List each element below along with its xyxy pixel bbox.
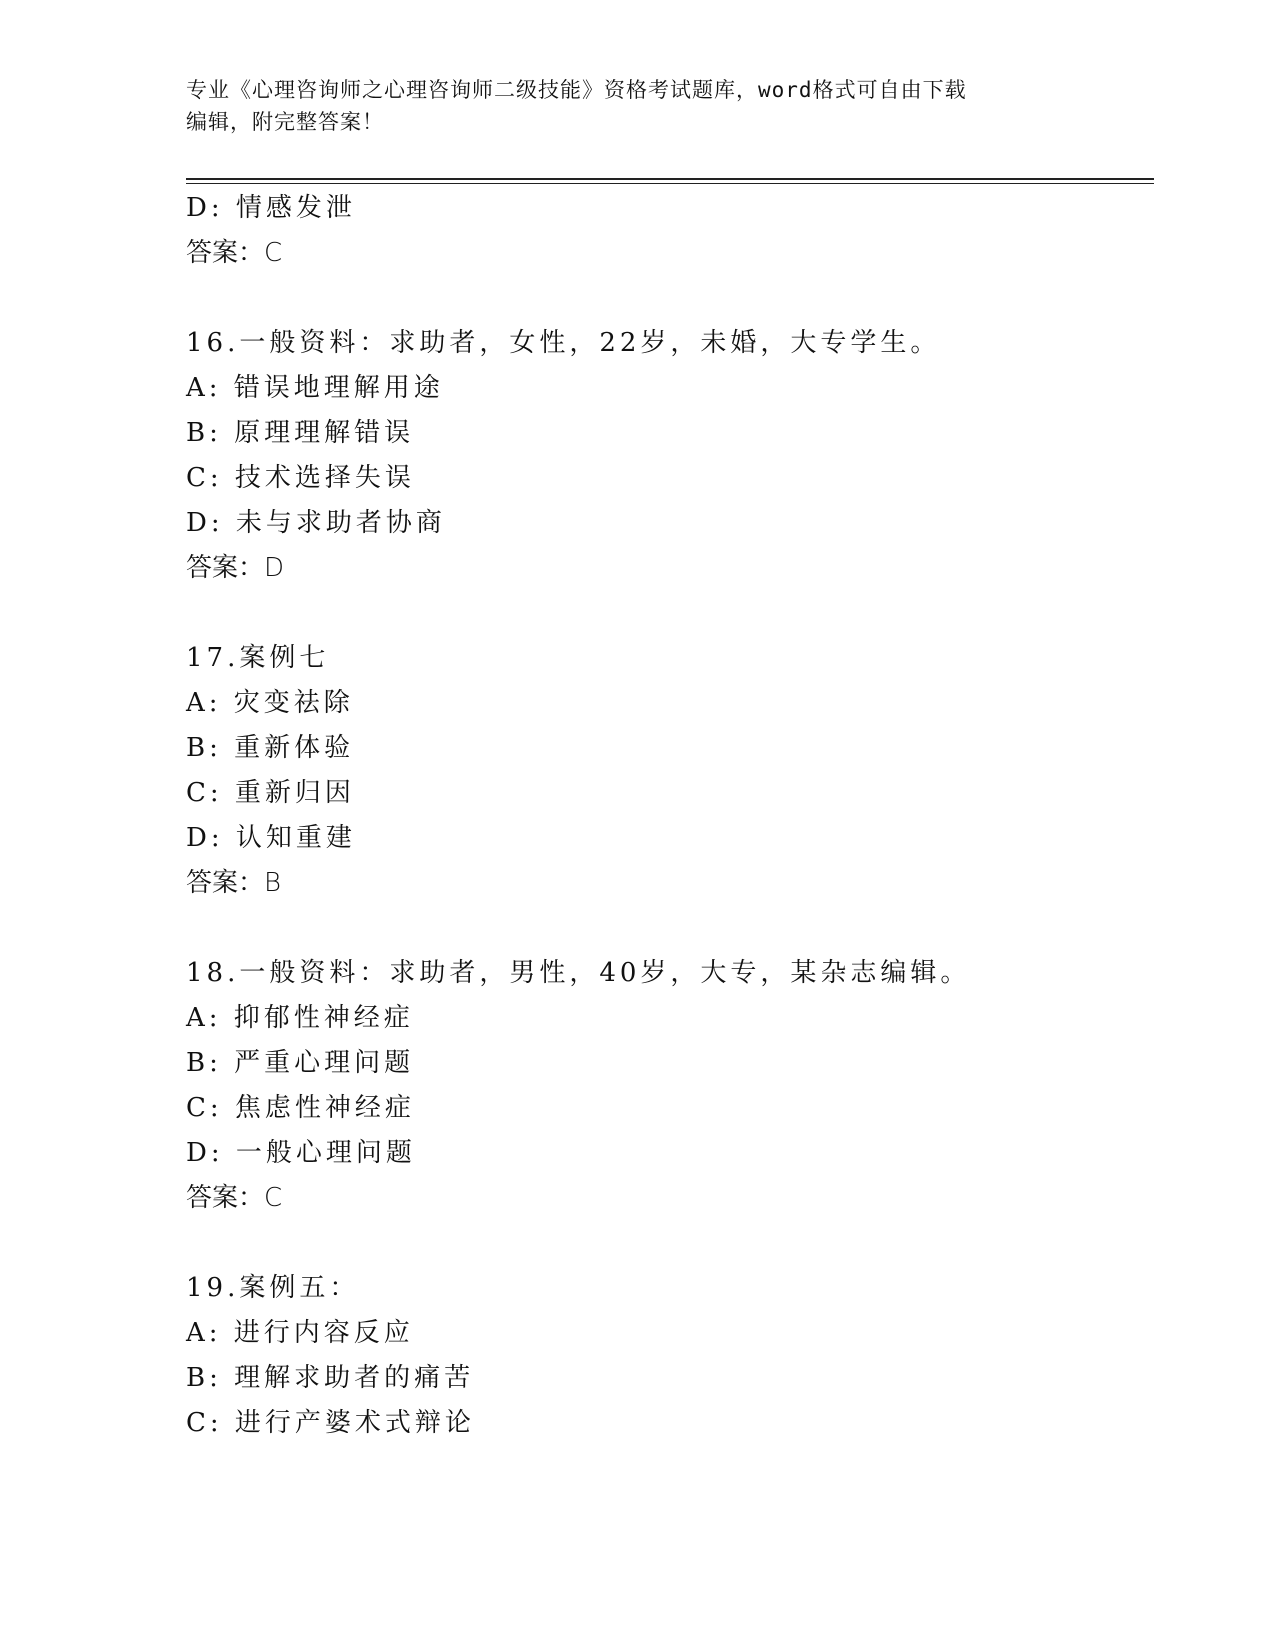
answer: 答案：D: [186, 553, 285, 583]
option-d: D: 认知重建: [186, 823, 356, 853]
option-d: D: 一般心理问题: [186, 1138, 416, 1168]
option-b: B: 重新体验: [186, 733, 355, 763]
option-c: C: 技术选择失误: [186, 463, 415, 493]
answer: 答案：C: [186, 238, 283, 268]
option-b: B: 原理理解错误: [186, 418, 415, 448]
question-19: 19.案例五：: [186, 1273, 360, 1303]
option-b: B: 严重心理问题: [186, 1048, 415, 1078]
header-line-1: 专业《心理咨询师之心理咨询师二级技能》资格考试题库，word格式可自由下载: [186, 78, 967, 102]
question-16: 16.一般资料：求助者，女性，22岁，未婚，大专学生。: [186, 328, 941, 358]
option-c: C: 焦虑性神经症: [186, 1093, 415, 1123]
header-divider-thin: [186, 183, 1154, 184]
header-line-2: 编辑，附完整答案！: [186, 110, 384, 134]
option-a: A: 错误地理解用途: [186, 373, 444, 403]
option-a: A: 抑郁性神经症: [186, 1003, 414, 1033]
option-c: C: 进行产婆术式辩论: [186, 1408, 475, 1438]
question-18: 18.一般资料：求助者，男性，40岁，大专，某杂志编辑。: [186, 958, 971, 988]
document-header: [186, 74, 1066, 138]
option-a: A: 灾变祛除: [186, 688, 354, 718]
option-d: D: 未与求助者协商: [186, 508, 446, 538]
answer: 答案：B: [186, 868, 282, 898]
option-c: C: 重新归因: [186, 778, 355, 808]
option-a: A: 进行内容反应: [186, 1318, 414, 1348]
question-17: 17.案例七: [186, 643, 330, 673]
header-divider: [186, 178, 1154, 180]
option-b: B: 理解求助者的痛苦: [186, 1363, 475, 1393]
option-d: D: 情感发泄: [186, 193, 356, 223]
answer: 答案：C: [186, 1183, 283, 1213]
